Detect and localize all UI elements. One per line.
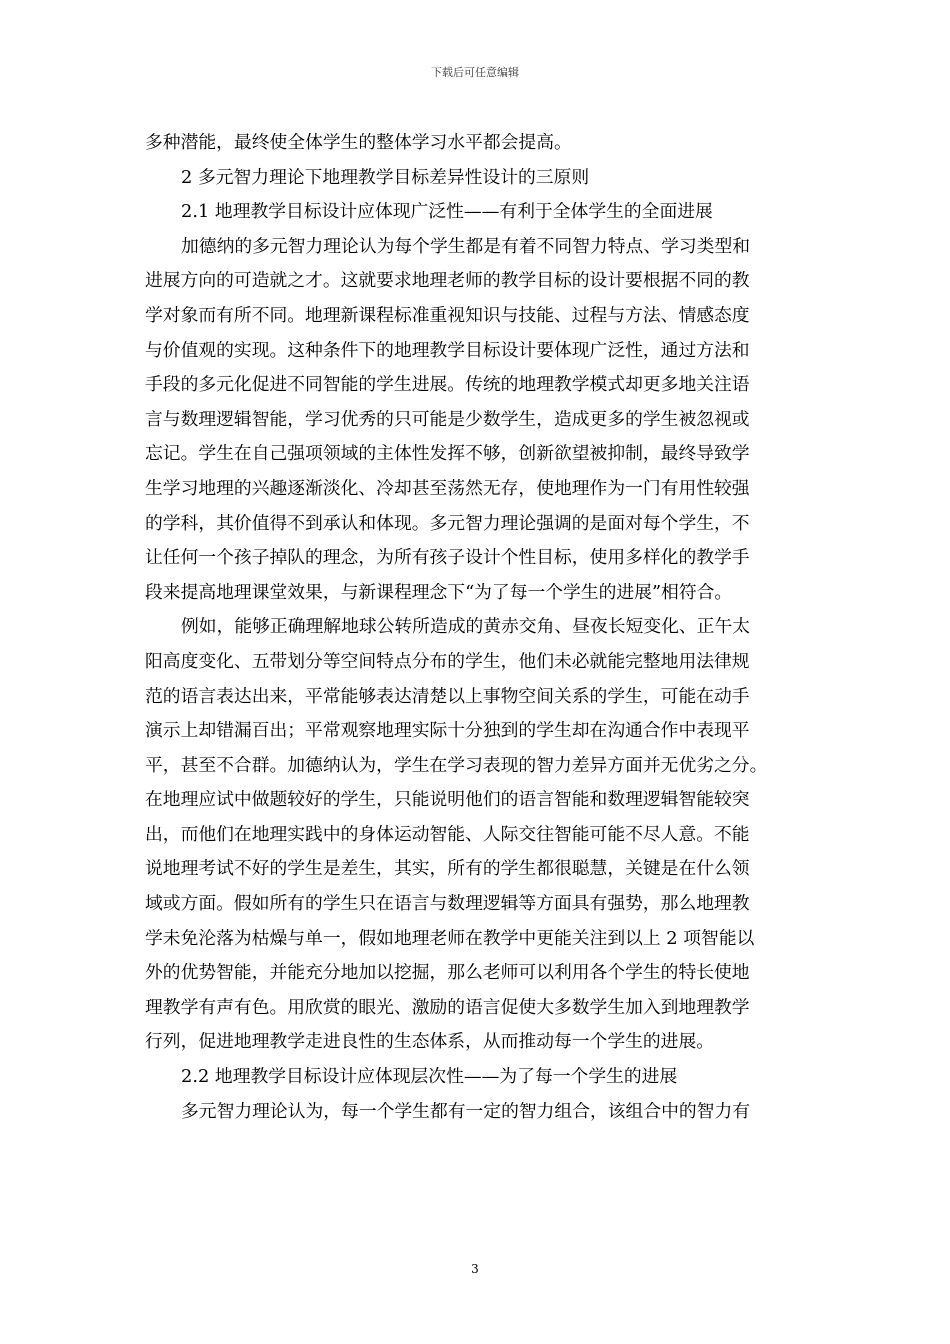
text-line: 的学科，其价值得不到承认和体现。多元智力理论强调的是面对每个学生，不 [145,512,750,534]
text-line: 域或方面。假如所有的学生只在语言与数理逻辑等方面具有强势，那么地理教 [145,893,750,915]
text-line: 平，甚至不合群。加德纳认为，学生在学习表现的智力差异方面并无优劣之分。 [145,754,768,776]
text-line: 说地理考试不好的学生是差生，其实，所有的学生都很聪慧，关键是在什么领 [145,858,750,880]
text-line: 例如，能够正确理解地球公转所造成的黄赤交角、昼夜长短变化、正午太 [181,616,751,638]
page-number: 3 [471,1262,479,1276]
text-line: 多种潜能，最终使全体学生的整体学习水平都会提高。 [145,132,572,153]
text-line: 2 多元智力理论下地理教学目标差异性设计的三原则 [181,166,590,188]
text-line: 进展方向的可造就之才。这就要求地理老师的教学目标的设计要根据不同的教 [145,270,750,292]
page-header: 下载后可任意编辑 [431,66,519,79]
text-line: 言与数理逻辑智能，学习优秀的只可能是少数学生，造成更多的学生被忽视或 [145,408,750,430]
text-line: 学未免沦落为枯燥与单一，假如地理老师在教学中更能关注到以上 2 项智能以 [145,927,755,949]
text-line: 2.2 地理教学目标设计应体现层次性——为了每一个学生的进展 [181,1066,678,1088]
text-line: 阳高度变化、五带划分等空间特点分布的学生，他们未必就能完整地用法律规 [145,650,750,672]
text-line: 2.1 地理教学目标设计应体现广泛性——有利于全体学生的全面进展 [181,201,713,223]
text-line: 手段的多元化促进不同智能的学生进展。传统的地理教学模式却更多地关注语 [145,374,750,396]
text-line: 范的语言表达出来，平常能够表达清楚以上事物空间关系的学生，可能在动手 [145,685,750,707]
text-line: 忘记。学生在自己强项领域的主体性发挥不够，创新欲望被抑制，最终导致学 [145,443,750,465]
text-line: 加德纳的多元智力理论认为每个学生都是有着不同智力特点、学习类型和 [181,235,751,257]
text-line: 理教学有声有色。用欣赏的眼光、激励的语言促使大多数学生加入到地理教学 [145,996,750,1018]
text-line: 出，而他们在地理实践中的身体运动智能、人际交往智能可能不尽人意。不能 [145,823,750,845]
document-body [145,126,807,1129]
text-line: 演示上却错漏百出；平常观察地理实际十分独到的学生却在沟通合作中表现平 [145,720,750,742]
text-line: 生学习地理的兴趣逐渐淡化、冷却甚至荡然无存，使地理作为一门有用性较强 [145,477,750,499]
text-line: 多元智力理论认为，每一个学生都有一定的智力组合，该组合中的智力有 [181,1100,751,1122]
text-line: 在地理应试中做题较好的学生，只能说明他们的语言智能和数理逻辑智能较突 [145,789,750,811]
text-line: 外的优势智能，并能充分地加以挖掘，那么老师可以利用各个学生的特长使地 [145,962,750,984]
text-line: 让任何一个孩子掉队的理念，为所有孩子设计个性目标，使用多样化的教学手 [145,547,750,569]
text-line: 行列，促进地理教学走进良性的生态体系，从而推动每一个学生的进展。 [145,1031,715,1053]
text-line: 与价值观的实现。这种条件下的地理教学目标设计要体现广泛性，通过方法和 [145,339,750,361]
text-line: 段来提高地理课堂效果，与新课程理念下“为了每一个学生的进展”相符合。 [145,581,733,603]
text-line: 学对象而有所不同。地理新课程标准重视知识与技能、过程与方法、情感态度 [145,304,750,326]
